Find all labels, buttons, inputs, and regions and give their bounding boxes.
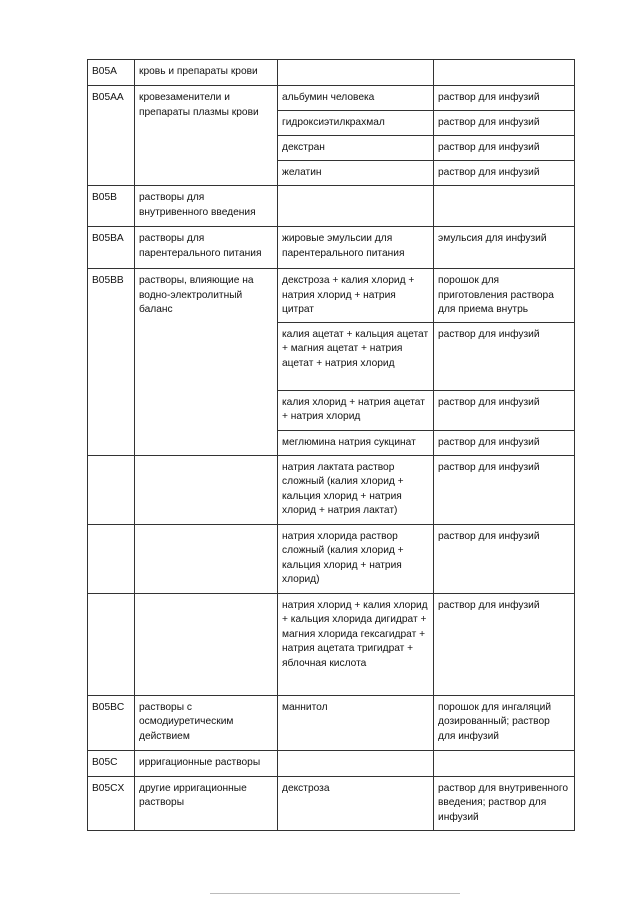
dosage-form-cell: раствор для инфузий (434, 390, 575, 430)
table-row (88, 524, 575, 593)
dosage-form-cell: порошок для ингаляций дозированный; раствор для инфузий (434, 695, 575, 750)
atc-code-cell (88, 524, 135, 593)
table-row (88, 776, 575, 830)
drug-name-cell (278, 750, 434, 776)
group-name-cell: растворы для внутривенного введения (135, 186, 278, 227)
dosage-form-cell: раствор для инфузий (434, 136, 575, 161)
drug-name-cell: меглюмина натрия сукцинат (278, 430, 434, 455)
atc-code-cell: B05A (88, 60, 135, 86)
drug-name-cell: желатин (278, 161, 434, 186)
drug-name-cell: маннитол (278, 695, 434, 750)
group-name-cell: растворы, влияющие на водно-электролитный баланс (135, 269, 278, 456)
dosage-form-cell: раствор для инфузий (434, 161, 575, 186)
drug-name-cell: альбумин человека (278, 86, 434, 111)
atc-code-cell: B05BA (88, 227, 135, 269)
dosage-form-cell: раствор для инфузий (434, 524, 575, 593)
dosage-form-cell: раствор для инфузий (434, 593, 575, 695)
dosage-form-cell: раствор для инфузий (434, 111, 575, 136)
table-row (88, 455, 575, 524)
drug-name-cell: калия ацетат + кальция ацетат + магния ацетат + натрия ацетат + натрия хлорид (278, 322, 434, 390)
group-name-cell: растворы для парентерального питания (135, 227, 278, 269)
atc-code-cell: B05BB (88, 269, 135, 456)
table-row (88, 750, 575, 776)
table-row (88, 60, 575, 86)
group-name-cell (135, 524, 278, 593)
table-row (88, 593, 575, 695)
drug-name-cell: декстран (278, 136, 434, 161)
group-name-cell: растворы с осмодиуретическим действием (135, 695, 278, 750)
table-row (88, 86, 575, 111)
dosage-form-cell (434, 186, 575, 227)
atc-code-cell (88, 593, 135, 695)
atc-code-cell: B05B (88, 186, 135, 227)
table-row (88, 227, 575, 269)
dosage-form-cell: раствор для инфузий (434, 430, 575, 455)
dosage-form-cell: эмульсия для инфузий (434, 227, 575, 269)
drug-name-cell: декстроза + калия хлорид + натрия хлорид + натрия цитрат (278, 269, 434, 323)
dosage-form-cell: раствор для инфузий (434, 322, 575, 390)
drug-name-cell: гидроксиэтилкрахмал (278, 111, 434, 136)
group-name-cell: другие ирригационные растворы (135, 776, 278, 830)
drug-name-cell (278, 186, 434, 227)
table-row (88, 695, 575, 750)
atc-code-cell: B05AA (88, 86, 135, 186)
atc-code-cell: B05BC (88, 695, 135, 750)
group-name-cell: ирригационные растворы (135, 750, 278, 776)
drug-name-cell: натрия хлорид + калия хлорид + кальция хлорида дигидрат + магния хлорида гексагидрат + натрия ацетата тригидрат + яблочная кислота (278, 593, 434, 695)
table-row (88, 269, 575, 323)
dosage-form-cell: раствор для инфузий (434, 86, 575, 111)
drug-name-cell: жировые эмульсии для парентерального питания (278, 227, 434, 269)
atc-code-cell: B05CX (88, 776, 135, 830)
atc-code-cell: B05C (88, 750, 135, 776)
group-name-cell: кровь и препараты крови (135, 60, 278, 86)
drug-table (87, 59, 575, 831)
page-divider (210, 893, 460, 894)
drug-name-cell (278, 60, 434, 86)
group-name-cell: кровезаменители и препараты плазмы крови (135, 86, 278, 186)
drug-name-cell: калия хлорид + натрия ацетат + натрия хлорид (278, 390, 434, 430)
dosage-form-cell (434, 750, 575, 776)
dosage-form-cell: порошок для приготовления раствора для приема внутрь (434, 269, 575, 323)
table-row (88, 186, 575, 227)
atc-code-cell (88, 455, 135, 524)
drug-name-cell: декстроза (278, 776, 434, 830)
dosage-form-cell (434, 60, 575, 86)
drug-name-cell: натрия хлорида раствор сложный (калия хлорид + кальция хлорид + натрия хлорид) (278, 524, 434, 593)
drug-name-cell: натрия лактата раствор сложный (калия хлорид + кальция хлорид + натрия хлорид + натрия лактат) (278, 455, 434, 524)
group-name-cell (135, 593, 278, 695)
group-name-cell (135, 455, 278, 524)
dosage-form-cell: раствор для внутривенного введения; раствор для инфузий (434, 776, 575, 830)
dosage-form-cell: раствор для инфузий (434, 455, 575, 524)
